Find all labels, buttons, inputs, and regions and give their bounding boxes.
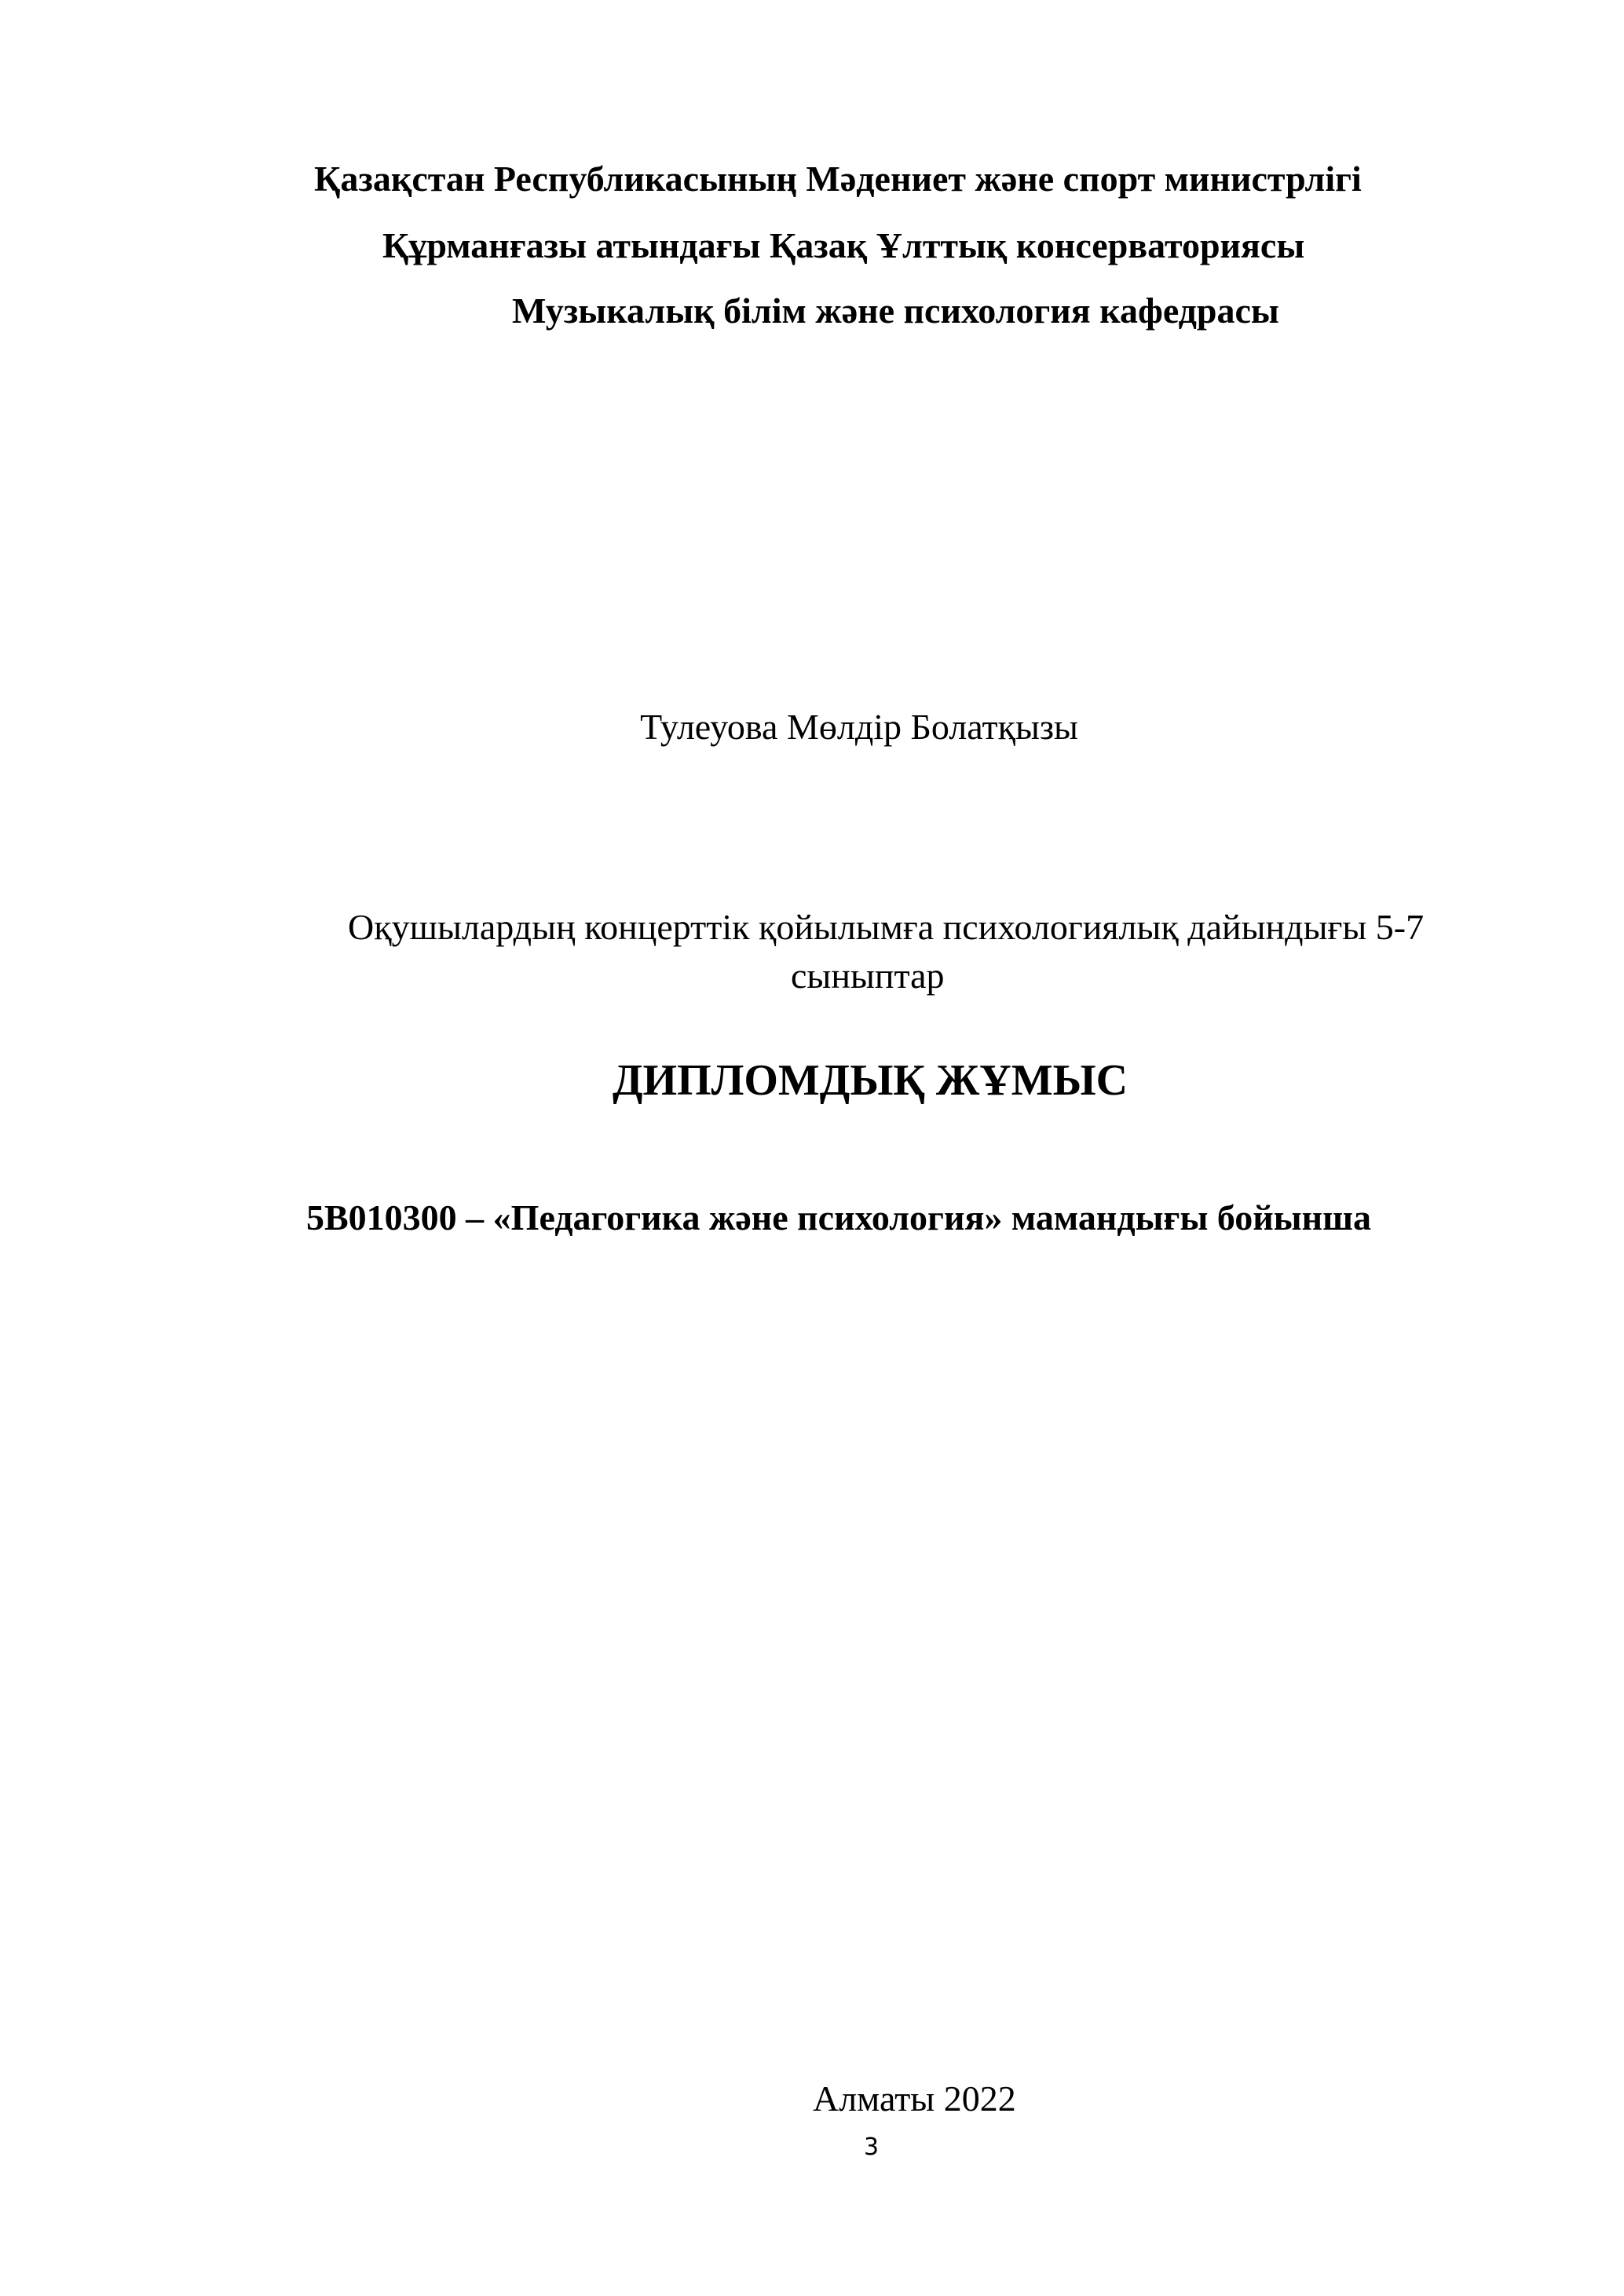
work-title-line-1: Оқушылардың концерттік қойылымға психологиялық дайындығы 5-7 — [348, 907, 1425, 947]
page-number: 3 — [864, 2133, 880, 2161]
ministry-name: Қазақстан Республикасының Мәдениет және спорт министрлігі — [314, 159, 1362, 199]
work-title-line-2: сыныптар — [791, 956, 945, 996]
department-name: Музыкалық білім және психология кафедрасы — [512, 291, 1279, 331]
specialty: 5В010300 – «Педагогика және психология» мамандығы бойынша — [306, 1197, 1372, 1238]
document-type: ДИПЛОМДЫҚ ЖҰМЫС — [613, 1056, 1128, 1105]
conservatory-name: Құрманғазы атындағы Қазақ Ұлттық консерваториясы — [382, 225, 1305, 265]
author-name: Тулеуова Мөлдір Болатқызы — [640, 707, 1078, 747]
city-year: Алматы 2022 — [813, 2078, 1016, 2119]
